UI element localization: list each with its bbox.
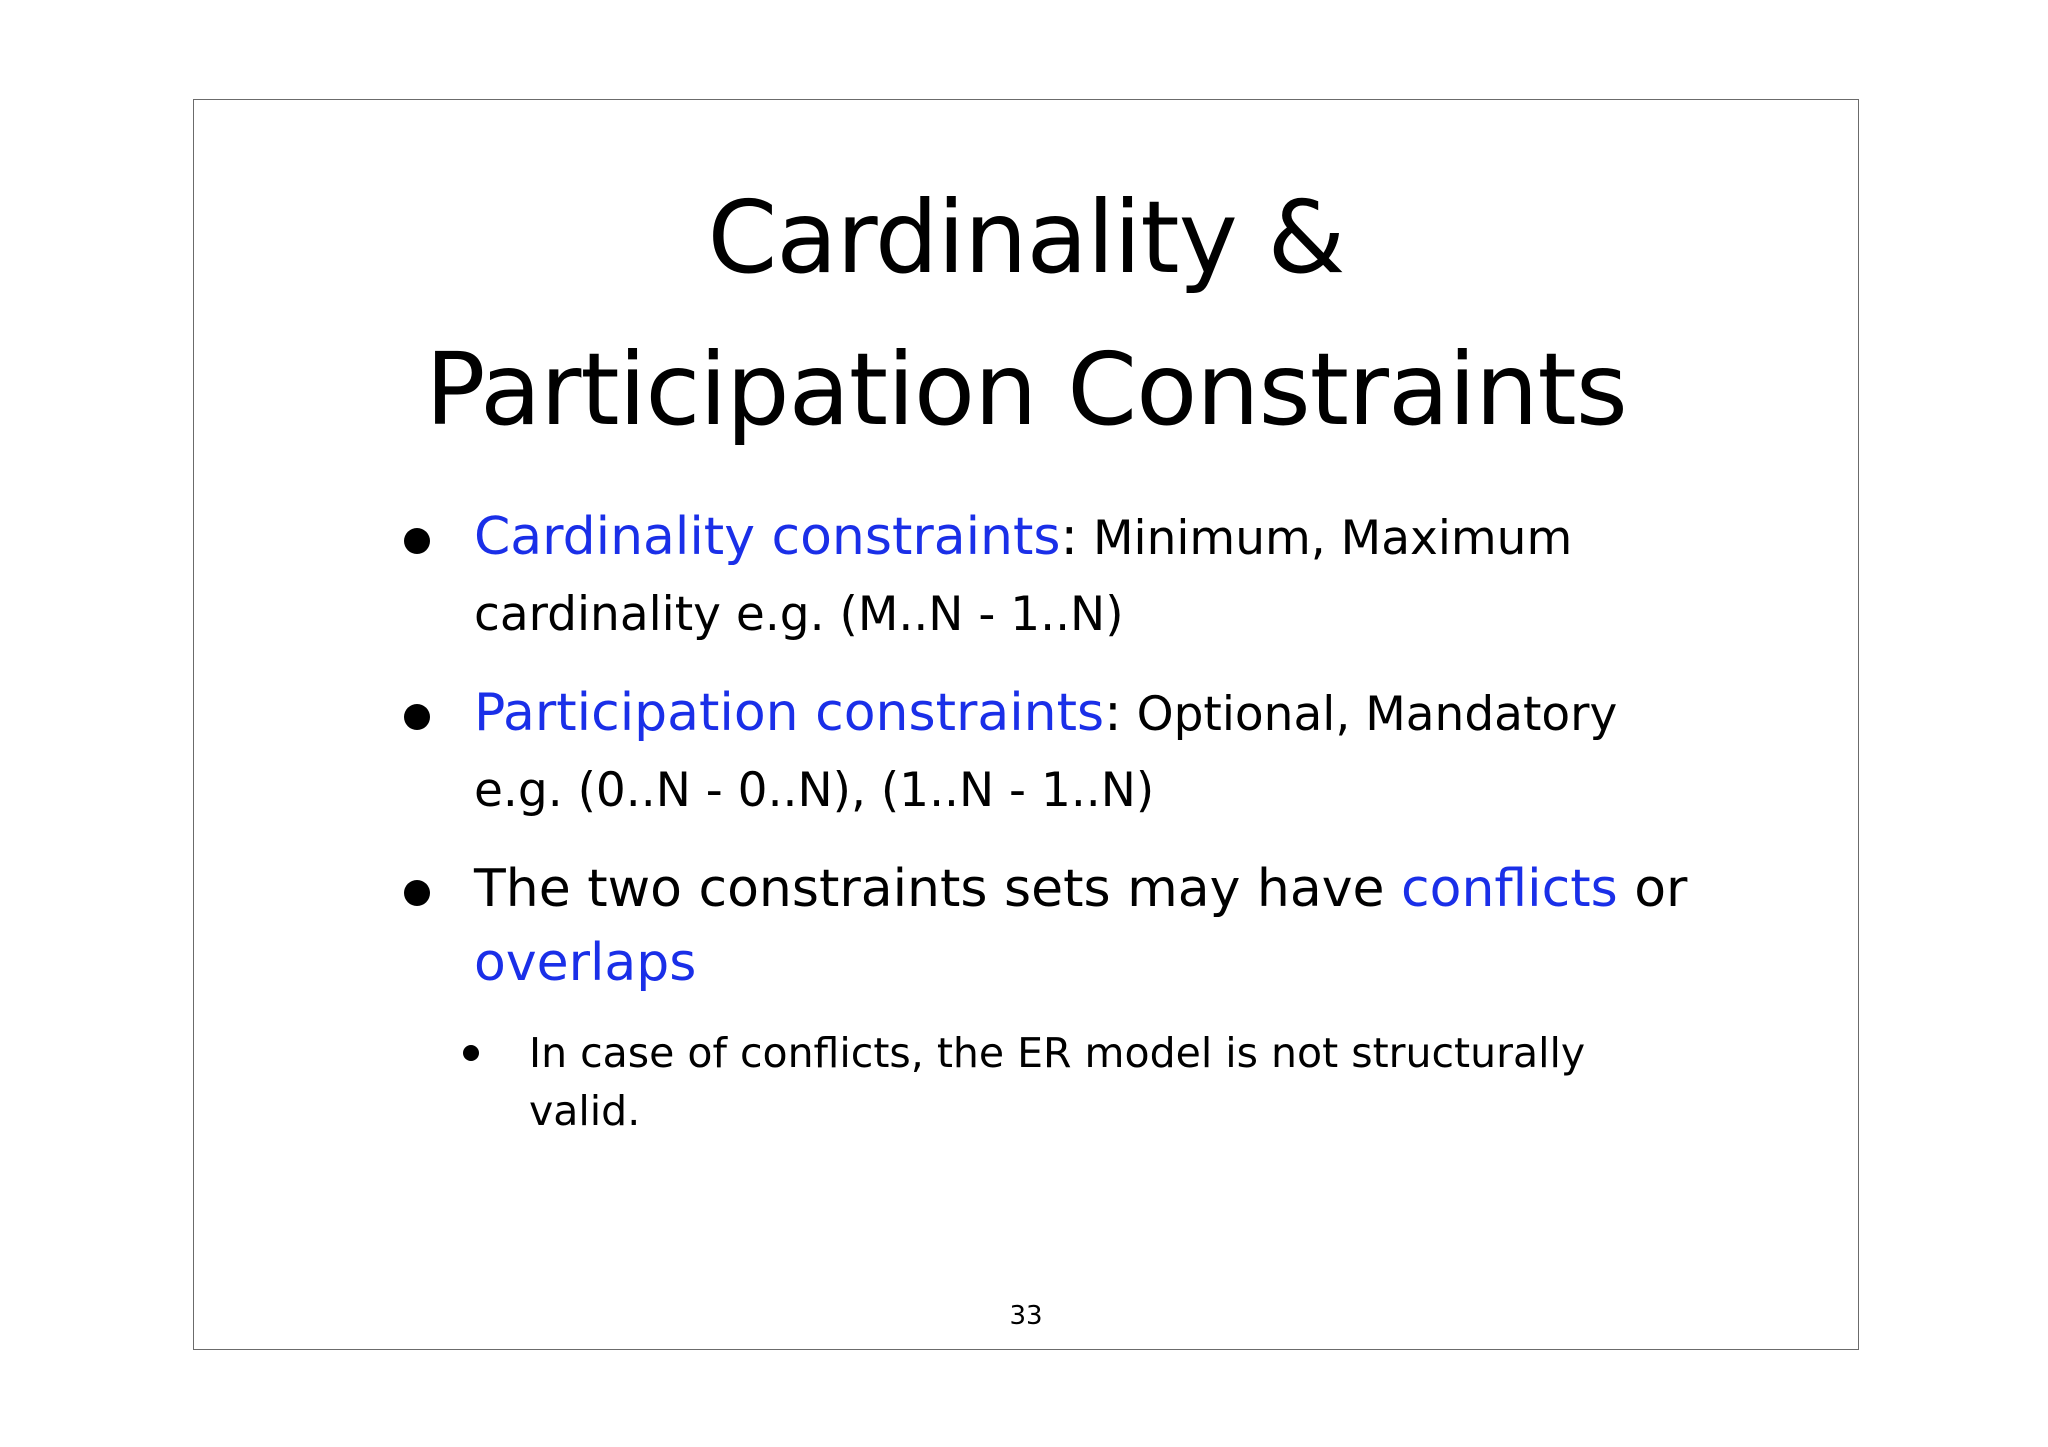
bullet-dot-icon xyxy=(404,704,430,730)
colon: : xyxy=(1060,507,1079,567)
bullet-list xyxy=(404,500,1704,1140)
overlaps-term: overlaps xyxy=(474,933,697,993)
bullet-conflicts xyxy=(404,852,1704,1000)
sub-bullet xyxy=(459,1024,1704,1140)
bullet-cardinality xyxy=(404,500,1704,652)
title-line-2: Participation Constraints xyxy=(425,331,1627,448)
sub-bullet-dot-icon xyxy=(463,1045,479,1061)
bullet-dot-icon xyxy=(404,528,430,554)
slide-title xyxy=(194,162,1858,466)
bullet-dot-icon xyxy=(404,880,430,906)
title-line-1: Cardinality & xyxy=(707,179,1345,296)
participation-term: Participation constraints xyxy=(474,683,1105,743)
slide xyxy=(193,99,1859,1350)
colon: : xyxy=(1104,683,1122,743)
cardinality-term: Cardinality constraints xyxy=(474,507,1061,567)
conflicts-term: conflicts xyxy=(1401,859,1618,919)
cardinality-description: Minimum, Maximum cardinality e.g. (M..N - 1..N) xyxy=(474,511,1573,642)
page-number: 33 xyxy=(1009,1301,1043,1331)
bullet-participation xyxy=(404,676,1704,828)
sub-bullet-text: In case of conflicts, the ER model is not structurally valid. xyxy=(529,1029,1586,1135)
conflicts-text-mid: or xyxy=(1617,859,1688,919)
conflicts-text-before: The two constraints sets may have xyxy=(474,859,1402,919)
participation-description: Optional, Mandatory e.g. (0..N - 0..N), (1..N - 1..N) xyxy=(474,687,1618,818)
